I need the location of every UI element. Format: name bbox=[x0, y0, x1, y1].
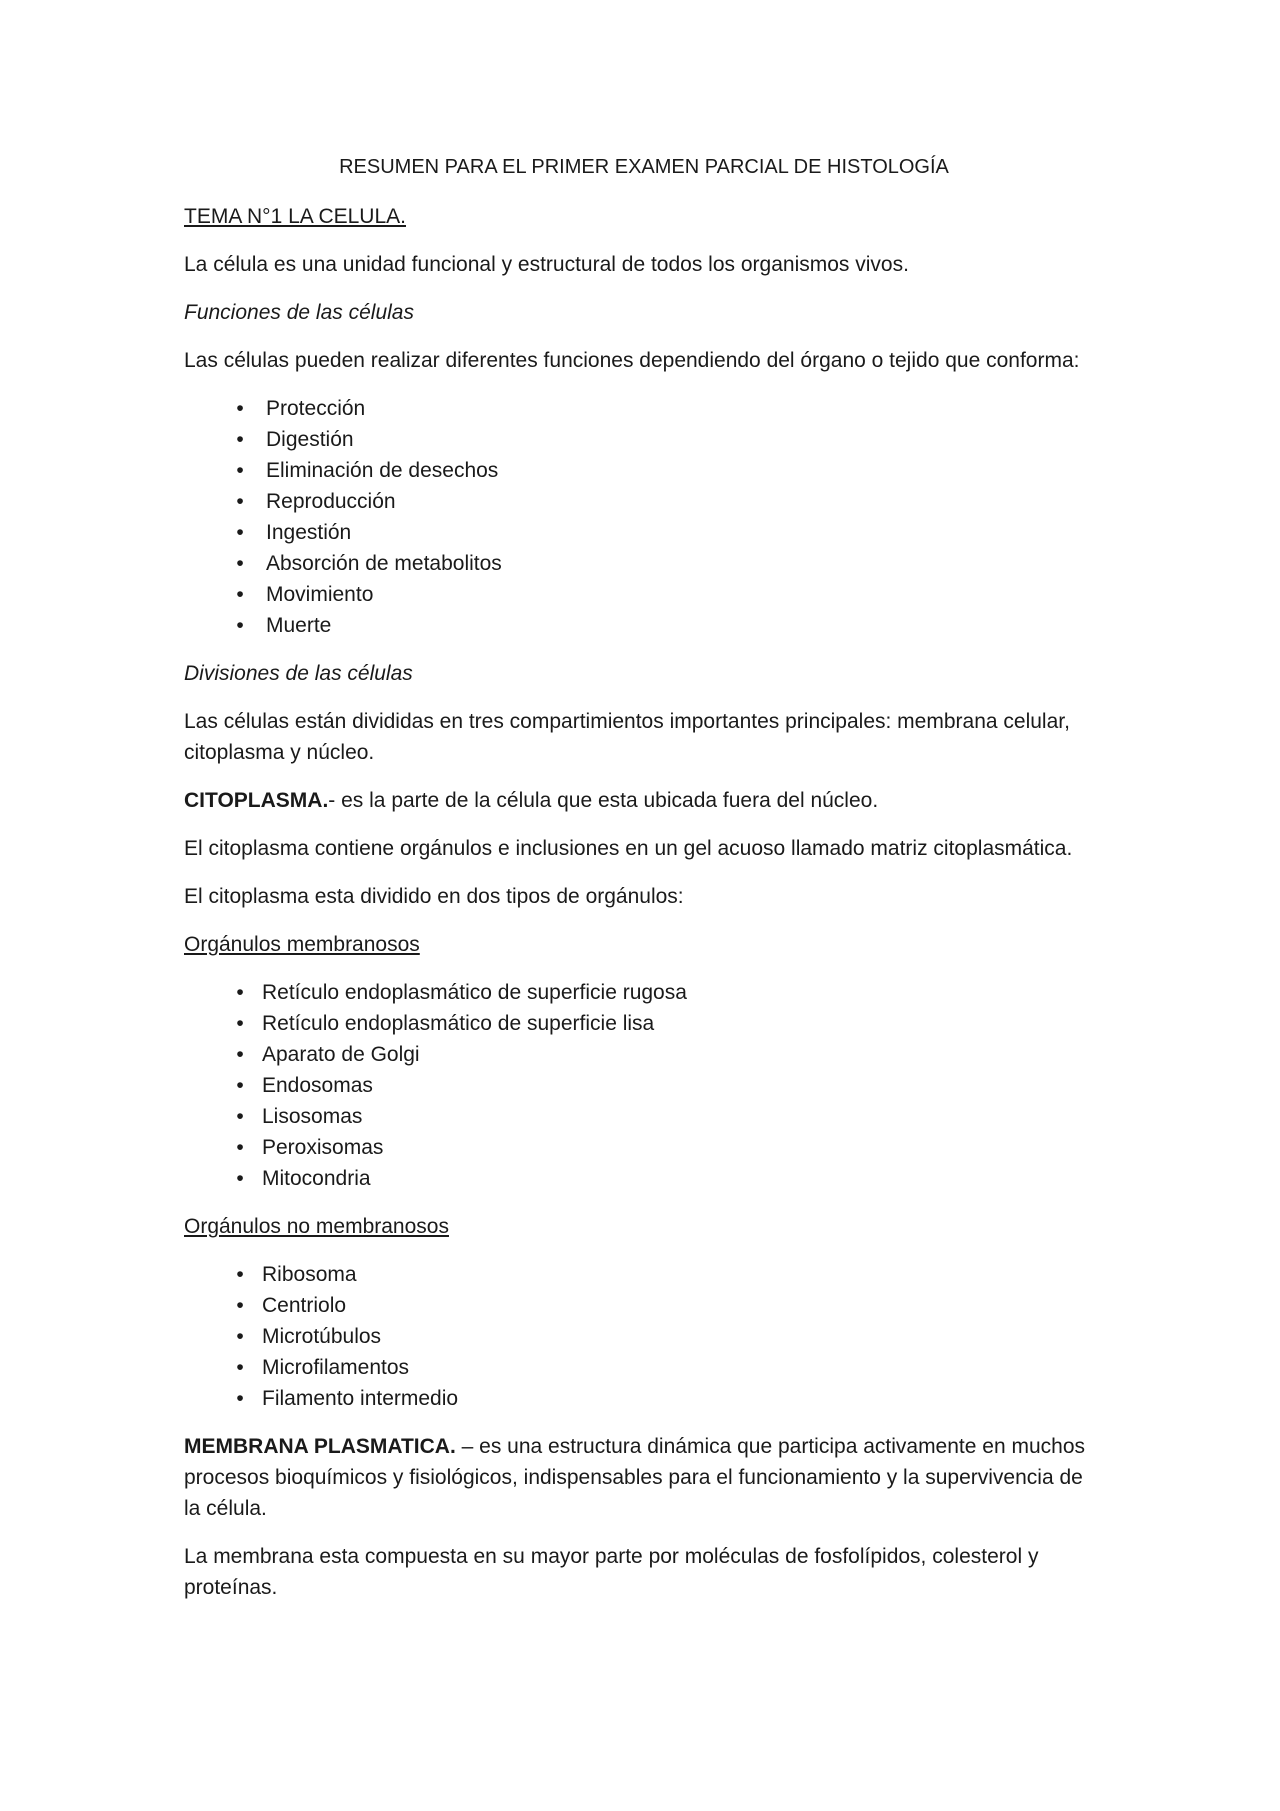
list-item: • Centriolo bbox=[184, 1290, 1104, 1321]
bullet-icon: • bbox=[236, 614, 244, 637]
functions-heading: Funciones de las células bbox=[184, 301, 414, 324]
intro-paragraph: La célula es una unidad funcional y estructural de todos los organismos vivos. bbox=[184, 253, 909, 276]
functions-paragraph: Las células pueden realizar diferentes funciones dependiendo del órgano o tejido que conforma: bbox=[184, 349, 1080, 372]
list-item: • Absorción de metabolitos bbox=[184, 548, 1104, 579]
list-item: • Ribosoma bbox=[184, 1259, 1104, 1290]
bullet-icon: • bbox=[236, 1167, 244, 1190]
membranous-heading: Orgánulos membranosos bbox=[184, 933, 420, 956]
list-item: • Microfilamentos bbox=[184, 1352, 1104, 1383]
list-item: • Retículo endoplasmático de superficie rugosa bbox=[184, 977, 1104, 1008]
bullet-icon: • bbox=[236, 1263, 244, 1286]
membrane-composition: La membrana esta compuesta en su mayor parte por moléculas de fosfolípidos, colesterol y proteínas. bbox=[184, 1545, 1039, 1599]
bullet-icon: • bbox=[236, 521, 244, 544]
cytoplasm-term: CITOPLASMA. bbox=[184, 789, 329, 812]
list-item: • Eliminación de desechos bbox=[184, 455, 1104, 486]
bullet-icon: • bbox=[236, 1012, 244, 1035]
bullet-icon: • bbox=[236, 1074, 244, 1097]
bullet-icon: • bbox=[236, 1387, 244, 1410]
membrane-def-text: – es una estructura dinámica que participa activamente en muchos procesos bioquímicos y fisiológicos, indispensables para el funcionamiento y la supervivencia de la célula. bbox=[184, 1435, 1085, 1520]
list-item: • Endosomas bbox=[184, 1070, 1104, 1101]
bullet-icon: • bbox=[236, 397, 244, 420]
list-item: • Digestión bbox=[184, 424, 1104, 455]
membrane-term: MEMBRANA PLASMATICA. bbox=[184, 1435, 456, 1458]
cytoplasm-divided: El citoplasma esta dividido en dos tipos de orgánulos: bbox=[184, 885, 684, 908]
bullet-icon: • bbox=[236, 583, 244, 606]
bullet-icon: • bbox=[236, 459, 244, 482]
bullet-icon: • bbox=[236, 428, 244, 451]
divisions-heading: Divisiones de las células bbox=[184, 662, 413, 685]
nonmembranous-heading: Orgánulos no membranosos bbox=[184, 1215, 449, 1238]
document-title: RESUMEN PARA EL PRIMER EXAMEN PARCIAL DE HISTOLOGÍA bbox=[339, 156, 949, 178]
cytoplasm-definition bbox=[184, 785, 1104, 816]
list-item: • Movimiento bbox=[184, 579, 1104, 610]
bullet-icon: • bbox=[236, 1356, 244, 1379]
bullet-icon: • bbox=[236, 1294, 244, 1317]
list-item: • Retículo endoplasmático de superficie lisa bbox=[184, 1008, 1104, 1039]
nonmembranous-list bbox=[184, 1259, 1104, 1414]
bullet-icon: • bbox=[236, 1105, 244, 1128]
topic-heading: TEMA N°1 LA CELULA. bbox=[184, 205, 406, 228]
membranous-list bbox=[184, 977, 1104, 1194]
list-item: • Reproducción bbox=[184, 486, 1104, 517]
cytoplasm-def-text: - es la parte de la célula que esta ubicada fuera del núcleo. bbox=[328, 789, 879, 812]
cytoplasm-contains: El citoplasma contiene orgánulos e inclusiones en un gel acuoso llamado matriz citoplasmática. bbox=[184, 837, 1073, 860]
list-item: • Muerte bbox=[184, 610, 1104, 641]
list-item: • Microtúbulos bbox=[184, 1321, 1104, 1352]
functions-list bbox=[184, 393, 1104, 641]
list-item: • Mitocondria bbox=[184, 1163, 1104, 1194]
list-item: • Peroxisomas bbox=[184, 1132, 1104, 1163]
bullet-icon: • bbox=[236, 1136, 244, 1159]
list-item: • Lisosomas bbox=[184, 1101, 1104, 1132]
document-body bbox=[184, 152, 1104, 1620]
bullet-icon: • bbox=[236, 1325, 244, 1348]
membrane-definition bbox=[184, 1431, 1104, 1524]
bullet-icon: • bbox=[236, 490, 244, 513]
bullet-icon: • bbox=[236, 552, 244, 575]
bullet-icon: • bbox=[236, 1043, 244, 1066]
divisions-paragraph: Las células están divididas en tres compartimientos importantes principales: membrana celular, citoplasma y núcleo. bbox=[184, 710, 1070, 764]
list-item: • Protección bbox=[184, 393, 1104, 424]
bullet-icon: • bbox=[236, 981, 244, 1004]
list-item: • Aparato de Golgi bbox=[184, 1039, 1104, 1070]
list-item: • Ingestión bbox=[184, 517, 1104, 548]
list-item: • Filamento intermedio bbox=[184, 1383, 1104, 1414]
